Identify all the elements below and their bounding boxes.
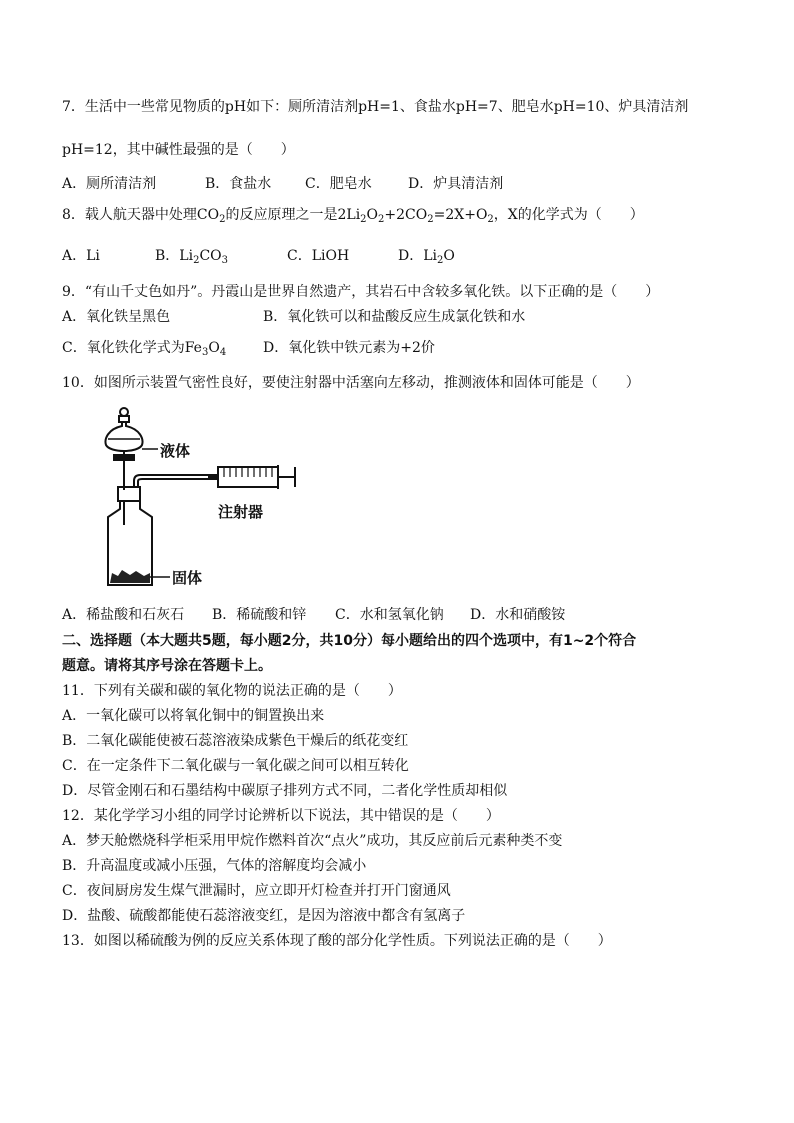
q9-option-d: D．氧化铁中铁元素为+2价 <box>263 340 435 356</box>
q11-option-c: C．在一定条件下二氧化碳与一氧化碳之间可以相互转化 <box>62 758 409 774</box>
q8-stem: 8．载人航天器中处理$CO_2$的反应原理之一是$2Li_2O_2+2CO_2=2X+O_2$，X的化学式为（ ） <box>62 207 644 225</box>
section2-heading-line2: 题意。请将其序号涂在答题卡上。 <box>62 658 272 674</box>
q10-option-b: B．稀硫酸和锌 <box>212 607 307 623</box>
q13-stem: 13．如图以稀硫酸为例的反应关系体现了酸的部分化学性质。下列说法正确的是（ ） <box>62 933 612 949</box>
q9-option-b: B．氧化铁可以和盐酸反应生成氯化铁和水 <box>263 309 526 325</box>
q8-option-a: A．Li <box>62 248 100 264</box>
apparatus-drawing <box>100 405 305 590</box>
q11-option-a: A．一氧化碳可以将氧化铜中的铜置换出来 <box>62 708 325 724</box>
q11-stem: 11．下列有关碳和碳的氧化物的说法正确的是（ ） <box>62 683 402 699</box>
q9-option-a: A．氧化铁呈黑色 <box>62 309 171 325</box>
q8-option-c: C．LiOH <box>287 248 350 264</box>
q9-stem: 9．“有山千丈色如丹”。丹霞山是世界自然遗产，其岩石中含较多氧化铁。以下正确的是（ ） <box>62 284 660 300</box>
apparatus-diagram <box>100 405 305 590</box>
solid-label: 固体 <box>172 569 203 587</box>
q11-option-b: B．二氧化碳能使被石蕊溶液染成紫色干燥后的纸花变红 <box>62 733 409 749</box>
q8-option-b: B．$Li_2CO_3$ <box>155 248 229 266</box>
syringe-label: 注射器 <box>218 503 264 521</box>
q10-option-c: C．水和氢氧化钠 <box>335 607 444 623</box>
q12-stem: 12．某化学学习小组的同学讨论辨析以下说法，其中错误的是（ ） <box>62 808 500 824</box>
liquid-label: 液体 <box>160 442 191 460</box>
q11-option-d: D．尽管金刚石和石墨结构中碳原子排列方式不同，二者化学性质却相似 <box>62 783 508 799</box>
q7-option-a: A．厕所清洁剂 <box>62 176 157 192</box>
q10-stem: 10．如图所示装置气密性良好，要使注射器中活塞向左移动，推测液体和固体可能是（ ） <box>62 375 640 391</box>
q7-option-d: D．炉具清洁剂 <box>408 176 504 192</box>
section2-heading-line1: 二、选择题（本大题共5题，每小题2分，共10分）每小题给出的四个选项中，有1~2个符合 <box>62 633 637 649</box>
q9-option-c: C．氧化铁化学式为$Fe_3O_4$ <box>62 340 227 358</box>
q7-option-b: B．食盐水 <box>205 176 272 192</box>
q10-option-d: D．水和硝酸铵 <box>470 607 566 623</box>
q12-option-b: B．升高温度或减小压强，气体的溶解度均会减小 <box>62 858 367 874</box>
q7-option-c: C．肥皂水 <box>305 176 372 192</box>
q12-option-a: A．梦天舱燃烧科学柜采用甲烷作燃料首次“点火”成功，其反应前后元素种类不变 <box>62 833 563 849</box>
q12-option-d: D．盐酸、硫酸都能使石蕊溶液变红，是因为溶液中都含有氢离子 <box>62 908 466 924</box>
q10-option-a: A．稀盐酸和石灰石 <box>62 607 185 623</box>
q7-stem-line2: pH=12，其中碱性最强的是（ ） <box>62 142 295 158</box>
q7-stem-line1: 7．生活中一些常见物质的pH如下：厕所清洁剂pH=1、食盐水pH=7、肥皂水pH=10、炉具清洁剂 <box>62 99 689 115</box>
q8-option-d: D．$Li_2O$ <box>398 248 455 266</box>
q12-option-c: C．夜间厨房发生煤气泄漏时，应立即开灯检查并打开门窗通风 <box>62 883 451 899</box>
